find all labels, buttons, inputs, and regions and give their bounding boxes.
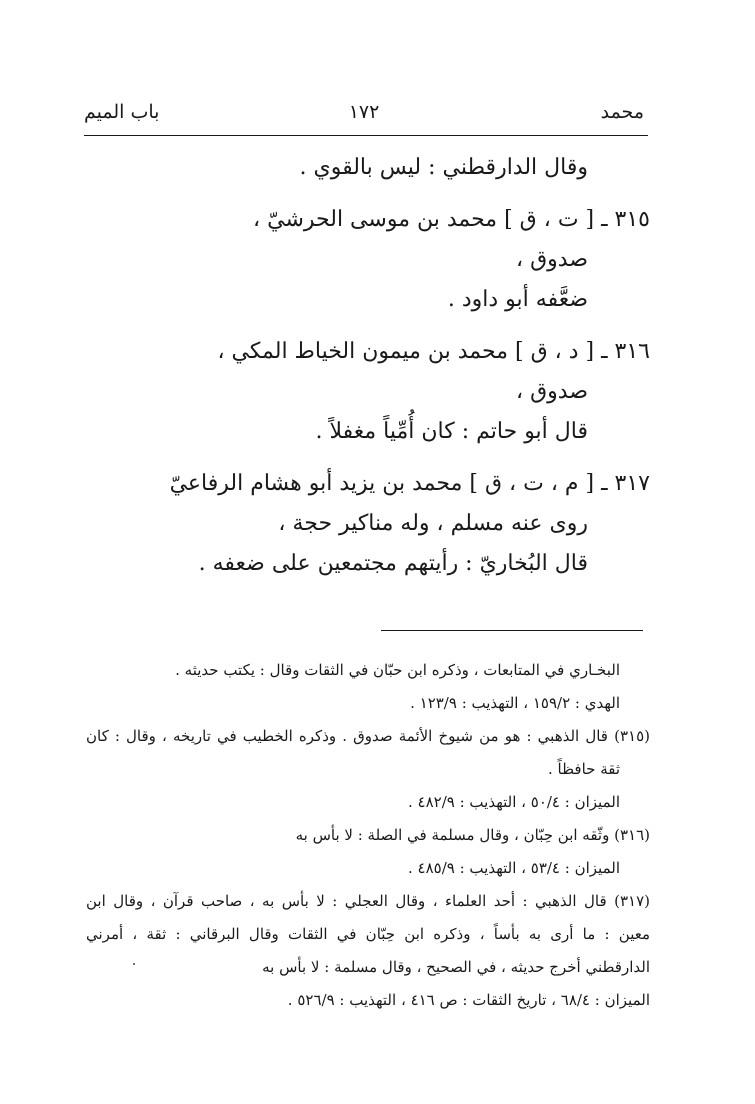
footnote-line: الدارقطني أخرج حديثه ، في الصحيح ، وقال مسلمة : لا بأس به (262, 958, 650, 976)
footnote-line: الميزان : ٥٠/٤ ، التهذيب : ٤٨٢/٩ . (408, 793, 620, 811)
page-number: ١٧٢ (348, 101, 380, 123)
entry-heading-315: ٣١٥ ـ [ ت ، ق ] محمد بن موسى الحرشيّ ، (253, 207, 650, 232)
footnote-line: ثقة حافظاً . (548, 760, 620, 778)
footnote-divider (381, 630, 643, 631)
footnote-line: الميزان : ٥٣/٤ ، التهذيب : ٤٨٥/٩ . (408, 859, 620, 877)
footnote-line: البخـاري في المتابعات ، وذكره ابن حبّان في الثقات وقال : يكتب حديثه . (175, 661, 620, 679)
footnote-line: (٣١٧) قال الذهبي : أحد العلماء ، وقال العجلي : لا بأس به ، صاحب قرآن ، وقال ابن (86, 892, 650, 910)
footnote-line: (٣١٥) قال الذهبي : هو من شيوخ الأئمة صدوق . وذكره الخطيب في تاريخه ، وقال : كان (86, 727, 650, 745)
text-line: صدوق ، (515, 247, 588, 272)
footnote-line: الهدي : ١٥٩/٢ ، التهذيب : ١٢٣/٩ . (410, 694, 620, 712)
header-divider (84, 135, 648, 136)
main-text (120, 148, 650, 584)
text-line: ضعَّفه أبو داود . (447, 287, 588, 312)
running-header (84, 101, 644, 131)
text-line: صدوق ، (515, 379, 588, 404)
footnote-line: الميزان : ٦٨/٤ ، تاريخ الثقات : ص ٤١٦ ، التهذيب : ٥٢٦/٩ . (287, 991, 650, 1009)
entry-heading-317: ٣١٧ ـ [ م ، ت ، ق ] محمد بن يزيد أبو هشام الرفاعيّ (169, 471, 650, 496)
footnotes (86, 654, 650, 1017)
header-entry-name: محمد (600, 101, 644, 123)
text-line: قال البُخاريّ : رأيتهم مجتمعين على ضعفه . (198, 551, 588, 576)
footnote-line: (٣١٦) وثّقه ابن حِبّان ، وقال مسلمة في الصلة : لا بأس به (295, 826, 650, 844)
text-line: وقال الدارقطني : ليس بالقوي . (299, 155, 588, 180)
footnote-line: معين : ما أرى به بأساً ، وذكره ابن حِبّان في الثقات وقال البرقاني : ثقة ، أمرني (86, 925, 650, 943)
text-line: روى عنه مسلم ، وله مناكير حجة ، (278, 511, 588, 536)
text-line: قال أبو حاتم : كان أُمِّياً مغفلاً . (315, 419, 588, 444)
print-speck (133, 963, 135, 965)
header-chapter-title: باب الميم (84, 101, 160, 123)
entry-heading-316: ٣١٦ ـ [ د ، ق ] محمد بن ميمون الخياط المكي ، (217, 339, 650, 364)
